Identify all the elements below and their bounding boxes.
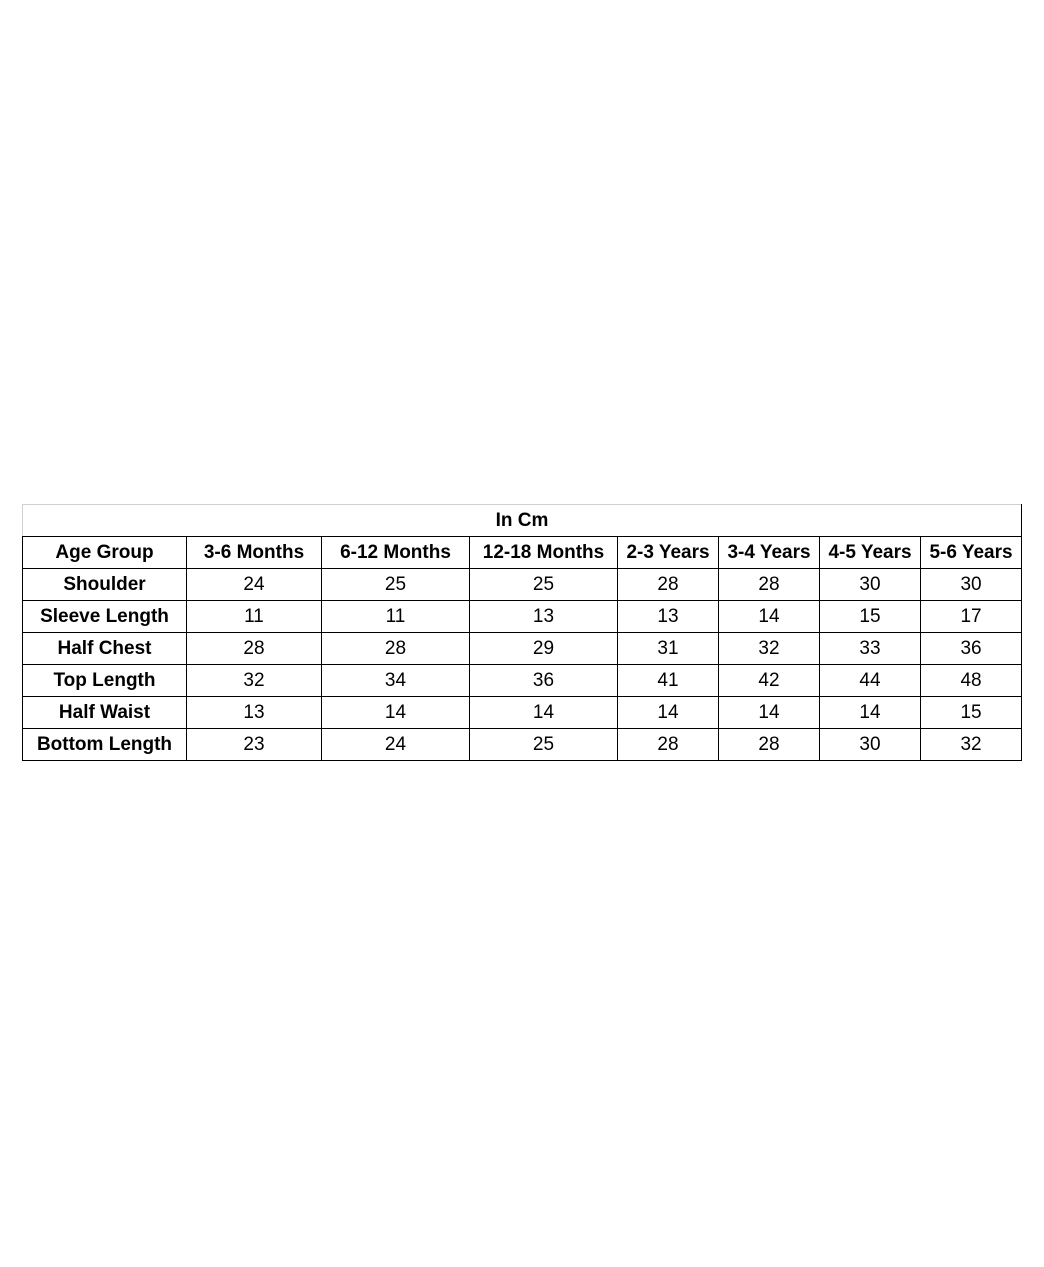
table-cell: 28 bbox=[719, 569, 820, 601]
size-chart bbox=[22, 504, 1021, 761]
table-cell: 14 bbox=[820, 697, 921, 729]
table-cell: 17 bbox=[921, 601, 1022, 633]
table-cell: 34 bbox=[322, 665, 470, 697]
row-label: Sleeve Length bbox=[23, 601, 187, 633]
table-cell: 14 bbox=[719, 697, 820, 729]
corner-header: Age Group bbox=[23, 537, 187, 569]
table-cell: 28 bbox=[187, 633, 322, 665]
table-cell: 30 bbox=[820, 729, 921, 761]
header-row bbox=[23, 537, 1022, 569]
table-cell: 15 bbox=[921, 697, 1022, 729]
unit-row bbox=[23, 505, 1022, 537]
table-cell: 15 bbox=[820, 601, 921, 633]
row-label: Bottom Length bbox=[23, 729, 187, 761]
table-cell: 31 bbox=[618, 633, 719, 665]
table-cell: 11 bbox=[322, 601, 470, 633]
table-cell: 13 bbox=[618, 601, 719, 633]
table-cell: 41 bbox=[618, 665, 719, 697]
row-label: Half Waist bbox=[23, 697, 187, 729]
table-cell: 23 bbox=[187, 729, 322, 761]
row-label: Half Chest bbox=[23, 633, 187, 665]
table-cell: 14 bbox=[322, 697, 470, 729]
column-header: 4-5 Years bbox=[820, 537, 921, 569]
table-cell: 25 bbox=[470, 729, 618, 761]
row-label: Shoulder bbox=[23, 569, 187, 601]
table-cell: 42 bbox=[719, 665, 820, 697]
table-cell: 13 bbox=[187, 697, 322, 729]
table-cell: 11 bbox=[187, 601, 322, 633]
table-cell: 28 bbox=[618, 729, 719, 761]
table-cell: 13 bbox=[470, 601, 618, 633]
column-header: 3-6 Months bbox=[187, 537, 322, 569]
table-cell: 24 bbox=[322, 729, 470, 761]
table-cell: 28 bbox=[618, 569, 719, 601]
table-cell: 24 bbox=[187, 569, 322, 601]
table-cell: 25 bbox=[322, 569, 470, 601]
table-cell: 32 bbox=[187, 665, 322, 697]
table-cell: 48 bbox=[921, 665, 1022, 697]
table-cell: 14 bbox=[618, 697, 719, 729]
table-row bbox=[23, 697, 1022, 729]
table-cell: 36 bbox=[470, 665, 618, 697]
table-row bbox=[23, 601, 1022, 633]
table-cell: 44 bbox=[820, 665, 921, 697]
table-cell: 25 bbox=[470, 569, 618, 601]
size-chart-table bbox=[22, 504, 1022, 761]
column-header: 12-18 Months bbox=[470, 537, 618, 569]
table-row bbox=[23, 633, 1022, 665]
table-cell: 36 bbox=[921, 633, 1022, 665]
column-header: 6-12 Months bbox=[322, 537, 470, 569]
table-cell: 28 bbox=[719, 729, 820, 761]
table-row bbox=[23, 729, 1022, 761]
table-row bbox=[23, 569, 1022, 601]
table-cell: 30 bbox=[921, 569, 1022, 601]
table-cell: 29 bbox=[470, 633, 618, 665]
table-row bbox=[23, 665, 1022, 697]
column-header: 2-3 Years bbox=[618, 537, 719, 569]
column-header: 5-6 Years bbox=[921, 537, 1022, 569]
table-cell: 32 bbox=[921, 729, 1022, 761]
table-cell: 28 bbox=[322, 633, 470, 665]
row-label: Top Length bbox=[23, 665, 187, 697]
column-header: 3-4 Years bbox=[719, 537, 820, 569]
table-cell: 30 bbox=[820, 569, 921, 601]
table-cell: 33 bbox=[820, 633, 921, 665]
unit-label: In Cm bbox=[23, 505, 1022, 537]
table-cell: 14 bbox=[719, 601, 820, 633]
table-cell: 14 bbox=[470, 697, 618, 729]
table-cell: 32 bbox=[719, 633, 820, 665]
